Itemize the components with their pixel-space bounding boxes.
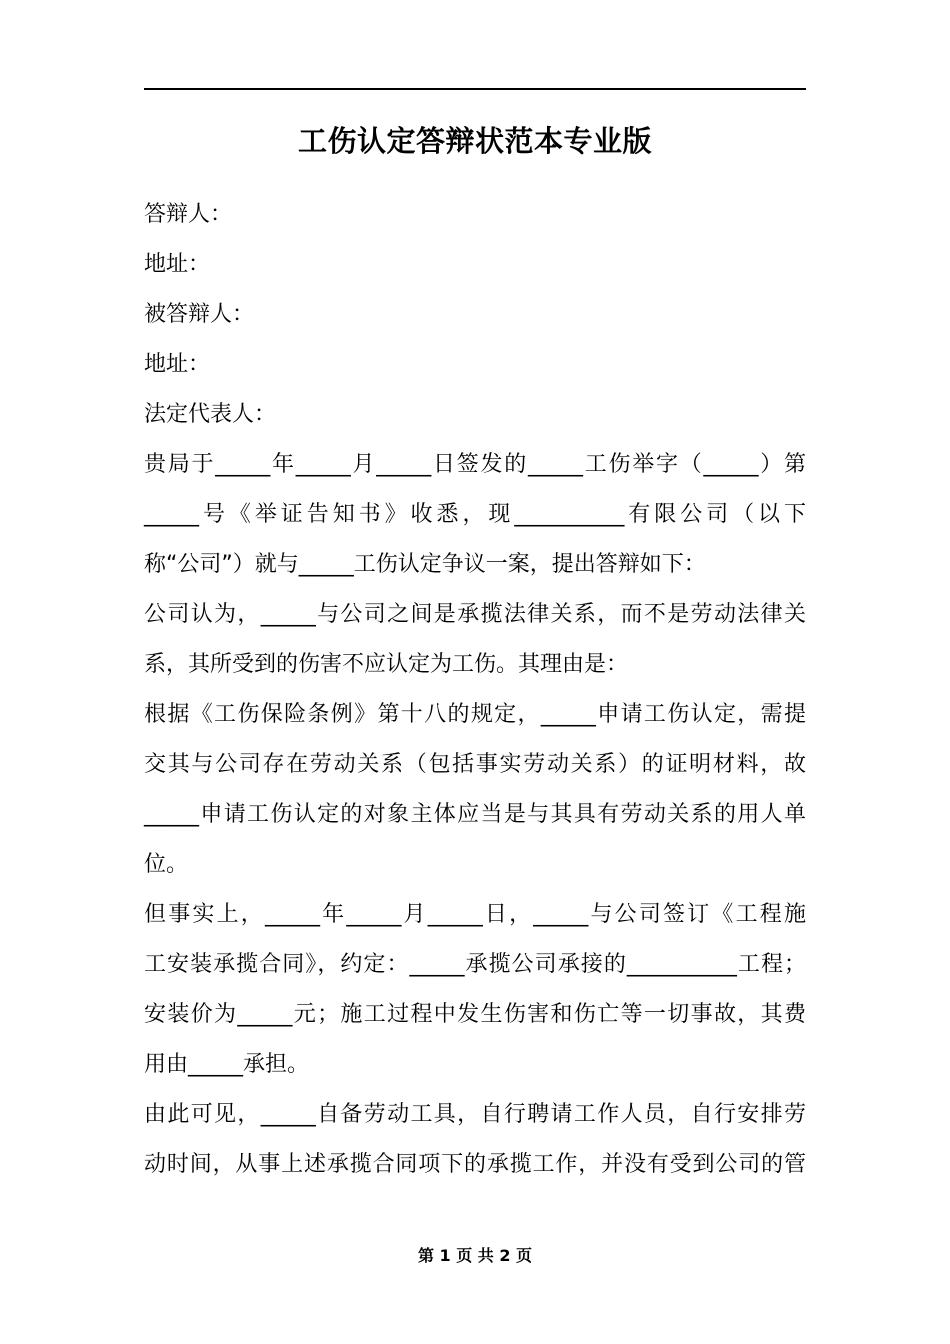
paragraph-line: 交其与公司存在劳动关系（包括事实劳动关系）的证明材料，故 xyxy=(144,752,806,777)
paragraph-line: _____申请工伤认定的对象主体应当是与其具有劳动关系的用人单 xyxy=(144,802,806,827)
field-claimant: 被答辩人： xyxy=(144,302,255,327)
paragraph-line: 系，其所受到的伤害不应认定为工伤。其理由是： xyxy=(144,652,629,677)
paragraph-line: 贵局于_____年_____月_____日签发的_____工伤举字（_____）第 xyxy=(144,452,806,477)
paragraph-line: 位。 xyxy=(144,852,189,877)
paragraph-line: 安装价为_____元；施工过程中发生伤害和伤亡等一切事故，其费 xyxy=(144,1002,806,1027)
document-title: 工伤认定答辩状范本专业版 xyxy=(297,124,652,158)
document-body xyxy=(144,190,806,1190)
paragraph-line: 公司认为，_____与公司之间是承揽法律关系，而不是劳动法律关 xyxy=(144,602,806,627)
field-claimant-address: 地址： xyxy=(144,352,211,377)
paragraph-line: _____号《举证告知书》收悉，现__________有限公司（以下 xyxy=(144,502,806,527)
paragraph-line: 由此可见，_____自备劳动工具，自行聘请工作人员，自行安排劳 xyxy=(144,1102,806,1127)
paragraph-line: 动时间，从事上述承揽合同项下的承揽工作，并没有受到公司的管 xyxy=(144,1152,806,1177)
paragraph-line: 工安装承揽合同》，约定：_____承揽公司承接的__________工程； xyxy=(144,952,806,977)
field-respondent: 答辩人： xyxy=(144,202,233,227)
paragraph-line: 但事实上，_____年_____月_____日，_____与公司签订《工程施 xyxy=(144,902,806,927)
field-legal-representative: 法定代表人： xyxy=(144,402,277,427)
header-rule xyxy=(144,88,806,90)
paragraph-line: 用由_____承担。 xyxy=(144,1052,310,1077)
paragraph-line: 称“公司”）就与_____工伤认定争议一案，提出答辩如下： xyxy=(144,552,706,577)
paragraph-line: 根据《工伤保险条例》第十八的规定，_____申请工伤认定，需提 xyxy=(144,702,806,727)
field-respondent-address: 地址： xyxy=(144,252,211,277)
page-indicator: 第 1 页 共 2 页 xyxy=(417,1246,533,1265)
